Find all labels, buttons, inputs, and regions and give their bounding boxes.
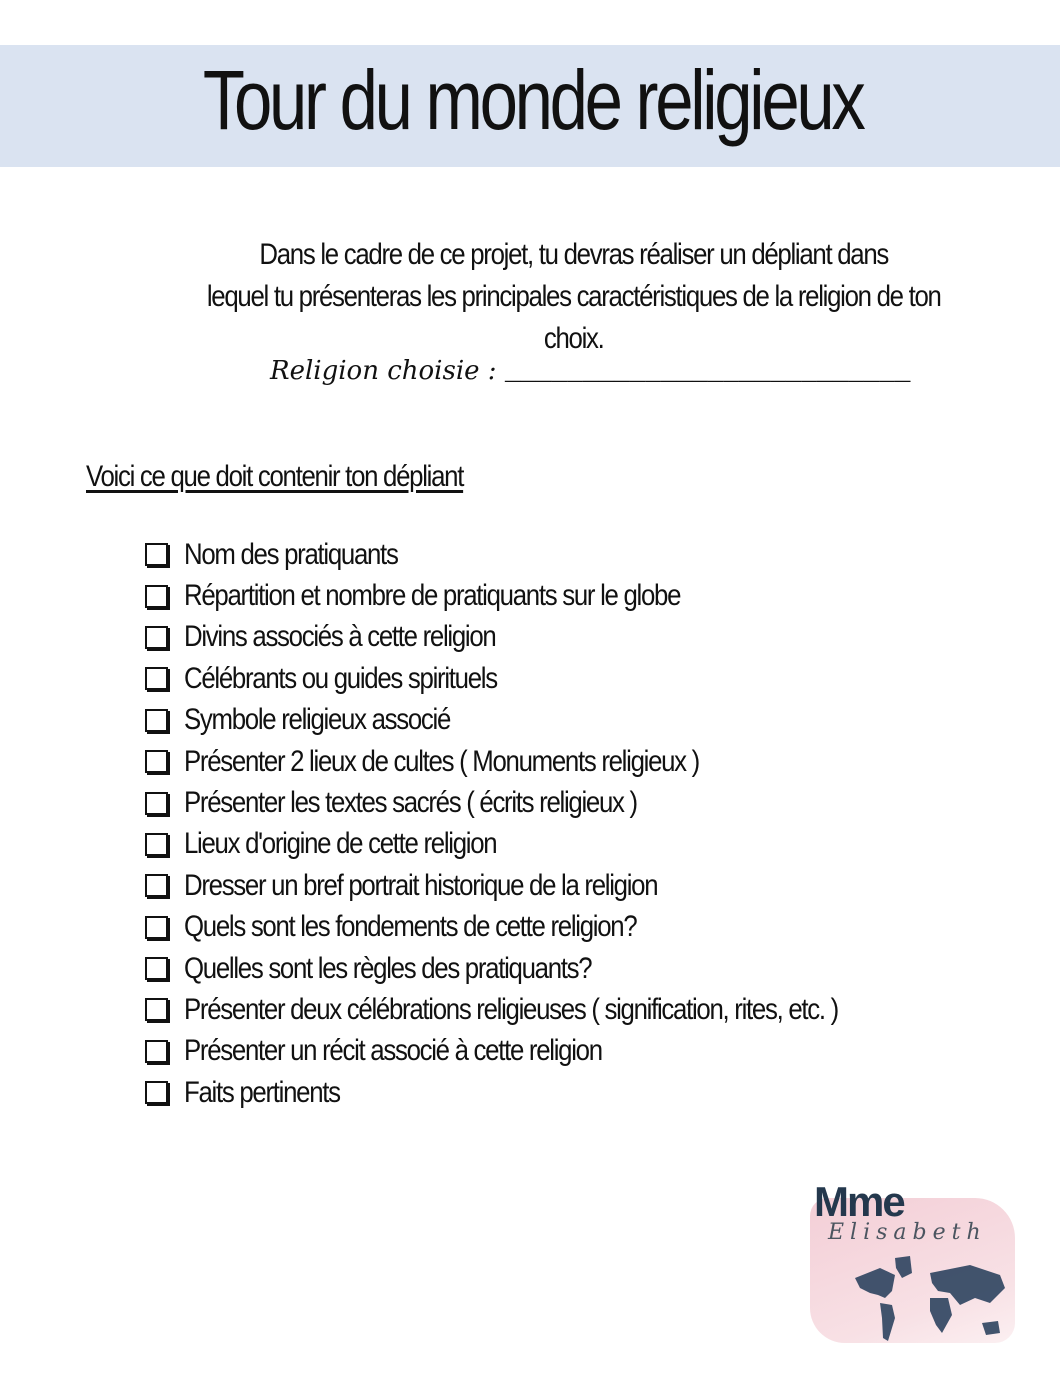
section-subtitle: Voici ce que doit contenir ton dépliant xyxy=(86,460,464,493)
logo-mme: Mme xyxy=(814,1178,904,1225)
checkbox[interactable] xyxy=(145,626,168,649)
checklist-item[interactable] xyxy=(145,617,944,658)
religion-blank[interactable]: __________________________ xyxy=(504,357,911,387)
checkbox[interactable] xyxy=(145,833,168,856)
checkbox[interactable] xyxy=(145,916,168,939)
checklist-item[interactable] xyxy=(145,1031,944,1072)
religion-label: Religion choisie : xyxy=(270,356,497,386)
page-title: Tour du monde religieux xyxy=(202,53,863,147)
checklist-item[interactable] xyxy=(145,948,944,989)
checklist-item-label: Présenter 2 lieux de cultes ( Monuments religieux ) xyxy=(184,744,699,778)
checklist-item-label: Présenter un récit associé à cette religion xyxy=(184,1034,602,1068)
checklist-item[interactable] xyxy=(145,700,944,741)
intro-text xyxy=(178,234,969,360)
checklist-item[interactable] xyxy=(145,1072,944,1113)
checkbox[interactable] xyxy=(145,874,168,897)
logo xyxy=(800,1178,1025,1353)
checkbox[interactable] xyxy=(145,1040,168,1063)
checklist-item[interactable] xyxy=(145,865,944,906)
checklist-item[interactable] xyxy=(145,824,944,865)
checklist-item[interactable] xyxy=(145,907,944,948)
checkbox[interactable] xyxy=(145,998,168,1021)
checkbox[interactable] xyxy=(145,585,168,608)
checkbox[interactable] xyxy=(145,543,168,566)
checkbox[interactable] xyxy=(145,667,168,690)
checklist-item-label: Présenter les textes sacrés ( écrits religieux ) xyxy=(184,786,637,820)
logo-elisabeth: Elisabeth xyxy=(828,1220,987,1245)
checklist-item-label: Répartition et nombre de pratiquants sur le globe xyxy=(184,579,681,613)
checklist-item-label: Faits pertinents xyxy=(184,1075,340,1109)
checklist-item-label: Lieux d'origine de cette religion xyxy=(184,827,497,861)
checklist-item[interactable] xyxy=(145,741,944,782)
checklist-item[interactable] xyxy=(145,782,944,823)
checklist xyxy=(145,534,944,1113)
checklist-item[interactable] xyxy=(145,658,944,699)
checkbox[interactable] xyxy=(145,792,168,815)
checklist-item-label: Nom des pratiquants xyxy=(184,537,398,571)
intro-line-2: lequel tu présenteras les principales caractéristiques de la religion de ton choix. xyxy=(206,280,941,355)
checkbox[interactable] xyxy=(145,750,168,773)
checklist-item[interactable] xyxy=(145,534,944,575)
religion-field[interactable] xyxy=(270,356,911,387)
intro-line-1: Dans le cadre de ce projet, tu devras réaliser un dépliant dans xyxy=(259,238,889,271)
checklist-item-label: Divins associés à cette religion xyxy=(184,620,496,654)
checklist-item-label: Symbole religieux associé xyxy=(184,703,451,737)
checklist-item-label: Quels sont les fondements de cette religion? xyxy=(184,910,637,944)
checkbox[interactable] xyxy=(145,709,168,732)
checklist-item-label: Présenter deux célébrations religieuses ( signification, rites, etc. ) xyxy=(184,992,838,1026)
world-map-icon xyxy=(850,1253,1015,1348)
checkbox[interactable] xyxy=(145,957,168,980)
checklist-item-label: Dresser un bref portrait historique de la religion xyxy=(184,868,658,902)
checklist-item[interactable] xyxy=(145,575,944,616)
checklist-item[interactable] xyxy=(145,989,944,1030)
checkbox[interactable] xyxy=(145,1081,168,1104)
checklist-item-label: Célébrants ou guides spirituels xyxy=(184,661,497,695)
checklist-item-label: Quelles sont les règles des pratiquants? xyxy=(184,951,592,985)
